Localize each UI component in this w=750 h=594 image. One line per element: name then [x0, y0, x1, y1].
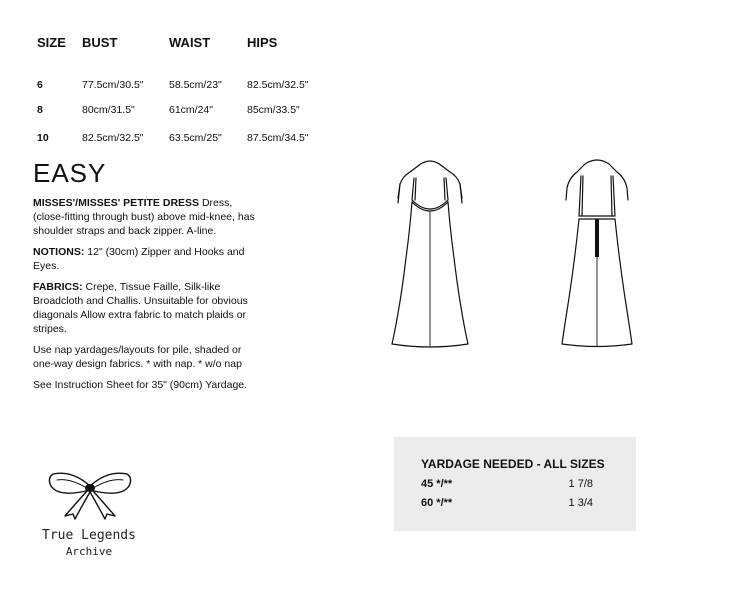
difficulty-heading: EASY — [33, 158, 107, 188]
header-bust: BUST — [82, 34, 118, 50]
nap-note: Use nap yardages/layouts for pile, shaded or one-way design fabrics. * with nap. * w/o nap — [33, 344, 242, 370]
yardage-width-label: 45 */** — [421, 478, 453, 490]
size-value: 6 — [37, 79, 43, 91]
size-chart — [37, 33, 337, 152]
waist-value: 63.5cm/25" — [169, 132, 222, 144]
hips-value: 85cm/33.5" — [247, 104, 300, 116]
style-paragraph — [33, 196, 265, 238]
yardage-title: YARDAGE NEEDED - ALL SIZES — [421, 457, 605, 471]
waist-value: 61cm/24" — [169, 104, 213, 116]
style-label: MISSES'/MISSES' PETITE DRESS — [33, 197, 200, 209]
yardage-amount: 1 3/4 — [568, 497, 593, 509]
brand-line-2: Archive — [65, 545, 113, 558]
dress-front-icon — [388, 158, 472, 348]
notions-label: NOTIONS: — [33, 246, 85, 258]
size-value: 10 — [37, 132, 49, 144]
yardage-row — [421, 497, 593, 509]
notions-paragraph — [33, 245, 265, 273]
yardage-row — [421, 478, 593, 490]
notions-text: 12" (30cm) Zipper and Hooks and Eyes. — [33, 246, 245, 272]
bow-icon — [47, 470, 133, 520]
yardage-amount: 1 7/8 — [568, 478, 593, 490]
header-waist: WAIST — [169, 34, 211, 50]
table-row — [37, 124, 337, 152]
dress-back-icon — [557, 158, 637, 348]
bust-value: 82.5cm/32.5" — [82, 132, 144, 144]
header-hips: HIPS — [247, 34, 278, 50]
style-text: Dress, (close-fitting through bust) above mid-knee, has shoulder straps and back zipper. A-line. — [33, 197, 255, 237]
yardage-box — [394, 437, 636, 531]
header-size: SIZE — [37, 34, 66, 50]
size-value: 8 — [37, 104, 43, 116]
hips-value: 87.5cm/34.5" — [247, 132, 309, 144]
pattern-description — [33, 196, 265, 399]
table-row — [37, 51, 337, 96]
hips-value: 82.5cm/32.5" — [247, 79, 309, 91]
brand-line-1: True Legends — [42, 528, 136, 543]
table-row — [37, 96, 337, 124]
yardage-width-label: 60 */** — [421, 497, 453, 509]
size-chart-header-row — [37, 33, 337, 51]
fabrics-text: Crepe, Tissue Faille, Silk-like Broadcloth and Challis. Unsuitable for obvious diagonals Allow extra fabric to match plaids or stripes. — [33, 281, 248, 335]
bust-value: 80cm/31.5" — [82, 104, 135, 116]
fabrics-label: FABRICS: — [33, 281, 83, 293]
fabrics-paragraph — [33, 280, 265, 336]
brand-logo-text — [26, 528, 152, 560]
bust-value: 77.5cm/30.5" — [82, 79, 144, 91]
instruction-note: See Instruction Sheet for 35" (90cm) Yardage. — [33, 379, 248, 391]
waist-value: 58.5cm/23" — [169, 79, 222, 91]
